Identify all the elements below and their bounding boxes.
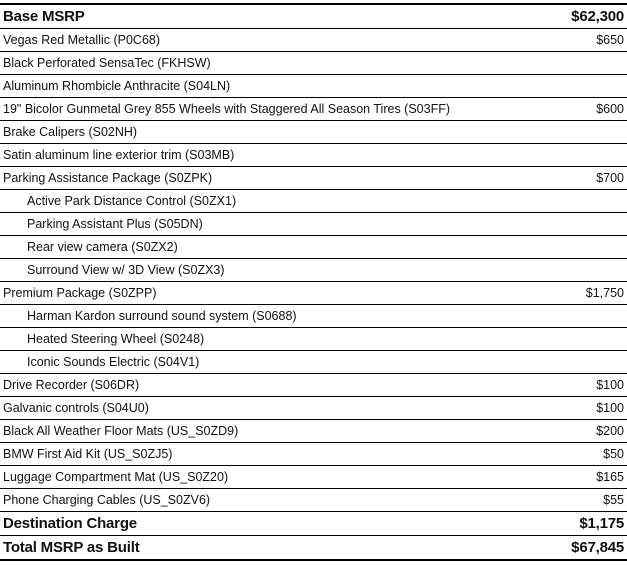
subitem-label: Surround View w/ 3D View (S0ZX3)	[0, 259, 494, 282]
option-row	[0, 75, 627, 98]
option-label: Aluminum Rhombicle Anthracite (S04LN)	[0, 75, 494, 98]
option-row	[0, 121, 627, 144]
option-label: Luggage Compartment Mat (US_S0Z20)	[0, 466, 494, 489]
option-row	[0, 144, 627, 167]
option-label: Black Perforated SensaTec (FKHSW)	[0, 52, 494, 75]
total-msrp-row	[0, 536, 627, 561]
option-label: Black All Weather Floor Mats (US_S0ZD9)	[0, 420, 494, 443]
option-row	[0, 466, 627, 489]
option-row	[0, 98, 627, 121]
destination-charge-price: $1,175	[494, 512, 627, 536]
option-price	[494, 52, 627, 75]
option-label: Phone Charging Cables (US_S0ZV6)	[0, 489, 494, 512]
package-subitem-row	[0, 328, 627, 351]
package-label: Premium Package (S0ZPP)	[0, 282, 494, 305]
package-subitem-row	[0, 351, 627, 374]
package-price: $1,750	[494, 282, 627, 305]
option-price	[494, 121, 627, 144]
subitem-label: Active Park Distance Control (S0ZX1)	[0, 190, 494, 213]
subitem-price	[494, 328, 627, 351]
option-label: 19" Bicolor Gunmetal Grey 855 Wheels with Staggered All Season Tires (S03FF)	[0, 98, 494, 121]
package-row	[0, 167, 627, 190]
option-row	[0, 397, 627, 420]
msrp-table	[0, 3, 627, 561]
option-price: $55	[494, 489, 627, 512]
option-price: $100	[494, 397, 627, 420]
option-price	[494, 144, 627, 167]
subitem-price	[494, 190, 627, 213]
subitem-label: Iconic Sounds Electric (S04V1)	[0, 351, 494, 374]
option-row	[0, 52, 627, 75]
subitem-label: Harman Kardon surround sound system (S0688)	[0, 305, 494, 328]
package-label: Parking Assistance Package (S0ZPK)	[0, 167, 494, 190]
option-label: Vegas Red Metallic (P0C68)	[0, 29, 494, 52]
total-msrp-price: $67,845	[494, 536, 627, 561]
subitem-label: Heated Steering Wheel (S0248)	[0, 328, 494, 351]
option-price: $165	[494, 466, 627, 489]
subitem-price	[494, 236, 627, 259]
option-row	[0, 374, 627, 397]
option-price	[494, 75, 627, 98]
option-label: Galvanic controls (S04U0)	[0, 397, 494, 420]
subitem-price	[494, 305, 627, 328]
option-row	[0, 420, 627, 443]
base-msrp-row	[0, 4, 627, 29]
option-price: $200	[494, 420, 627, 443]
package-subitem-row	[0, 213, 627, 236]
subitem-price	[494, 351, 627, 374]
subitem-label: Rear view camera (S0ZX2)	[0, 236, 494, 259]
option-row	[0, 489, 627, 512]
option-price: $600	[494, 98, 627, 121]
option-label: Brake Calipers (S02NH)	[0, 121, 494, 144]
option-price: $50	[494, 443, 627, 466]
total-msrp-label: Total MSRP as Built	[0, 536, 494, 561]
subitem-label: Parking Assistant Plus (S05DN)	[0, 213, 494, 236]
option-row	[0, 443, 627, 466]
package-price: $700	[494, 167, 627, 190]
package-subitem-row	[0, 190, 627, 213]
option-label: BMW First Aid Kit (US_S0ZJ5)	[0, 443, 494, 466]
package-row	[0, 282, 627, 305]
package-subitem-row	[0, 236, 627, 259]
destination-charge-label: Destination Charge	[0, 512, 494, 536]
option-price: $650	[494, 29, 627, 52]
destination-charge-row	[0, 512, 627, 536]
option-label: Drive Recorder (S06DR)	[0, 374, 494, 397]
subitem-price	[494, 213, 627, 236]
option-price: $100	[494, 374, 627, 397]
package-subitem-row	[0, 305, 627, 328]
subitem-price	[494, 259, 627, 282]
option-row	[0, 29, 627, 52]
option-label: Satin aluminum line exterior trim (S03MB)	[0, 144, 494, 167]
base-msrp-price: $62,300	[494, 4, 627, 29]
package-subitem-row	[0, 259, 627, 282]
base-msrp-label: Base MSRP	[0, 4, 494, 29]
